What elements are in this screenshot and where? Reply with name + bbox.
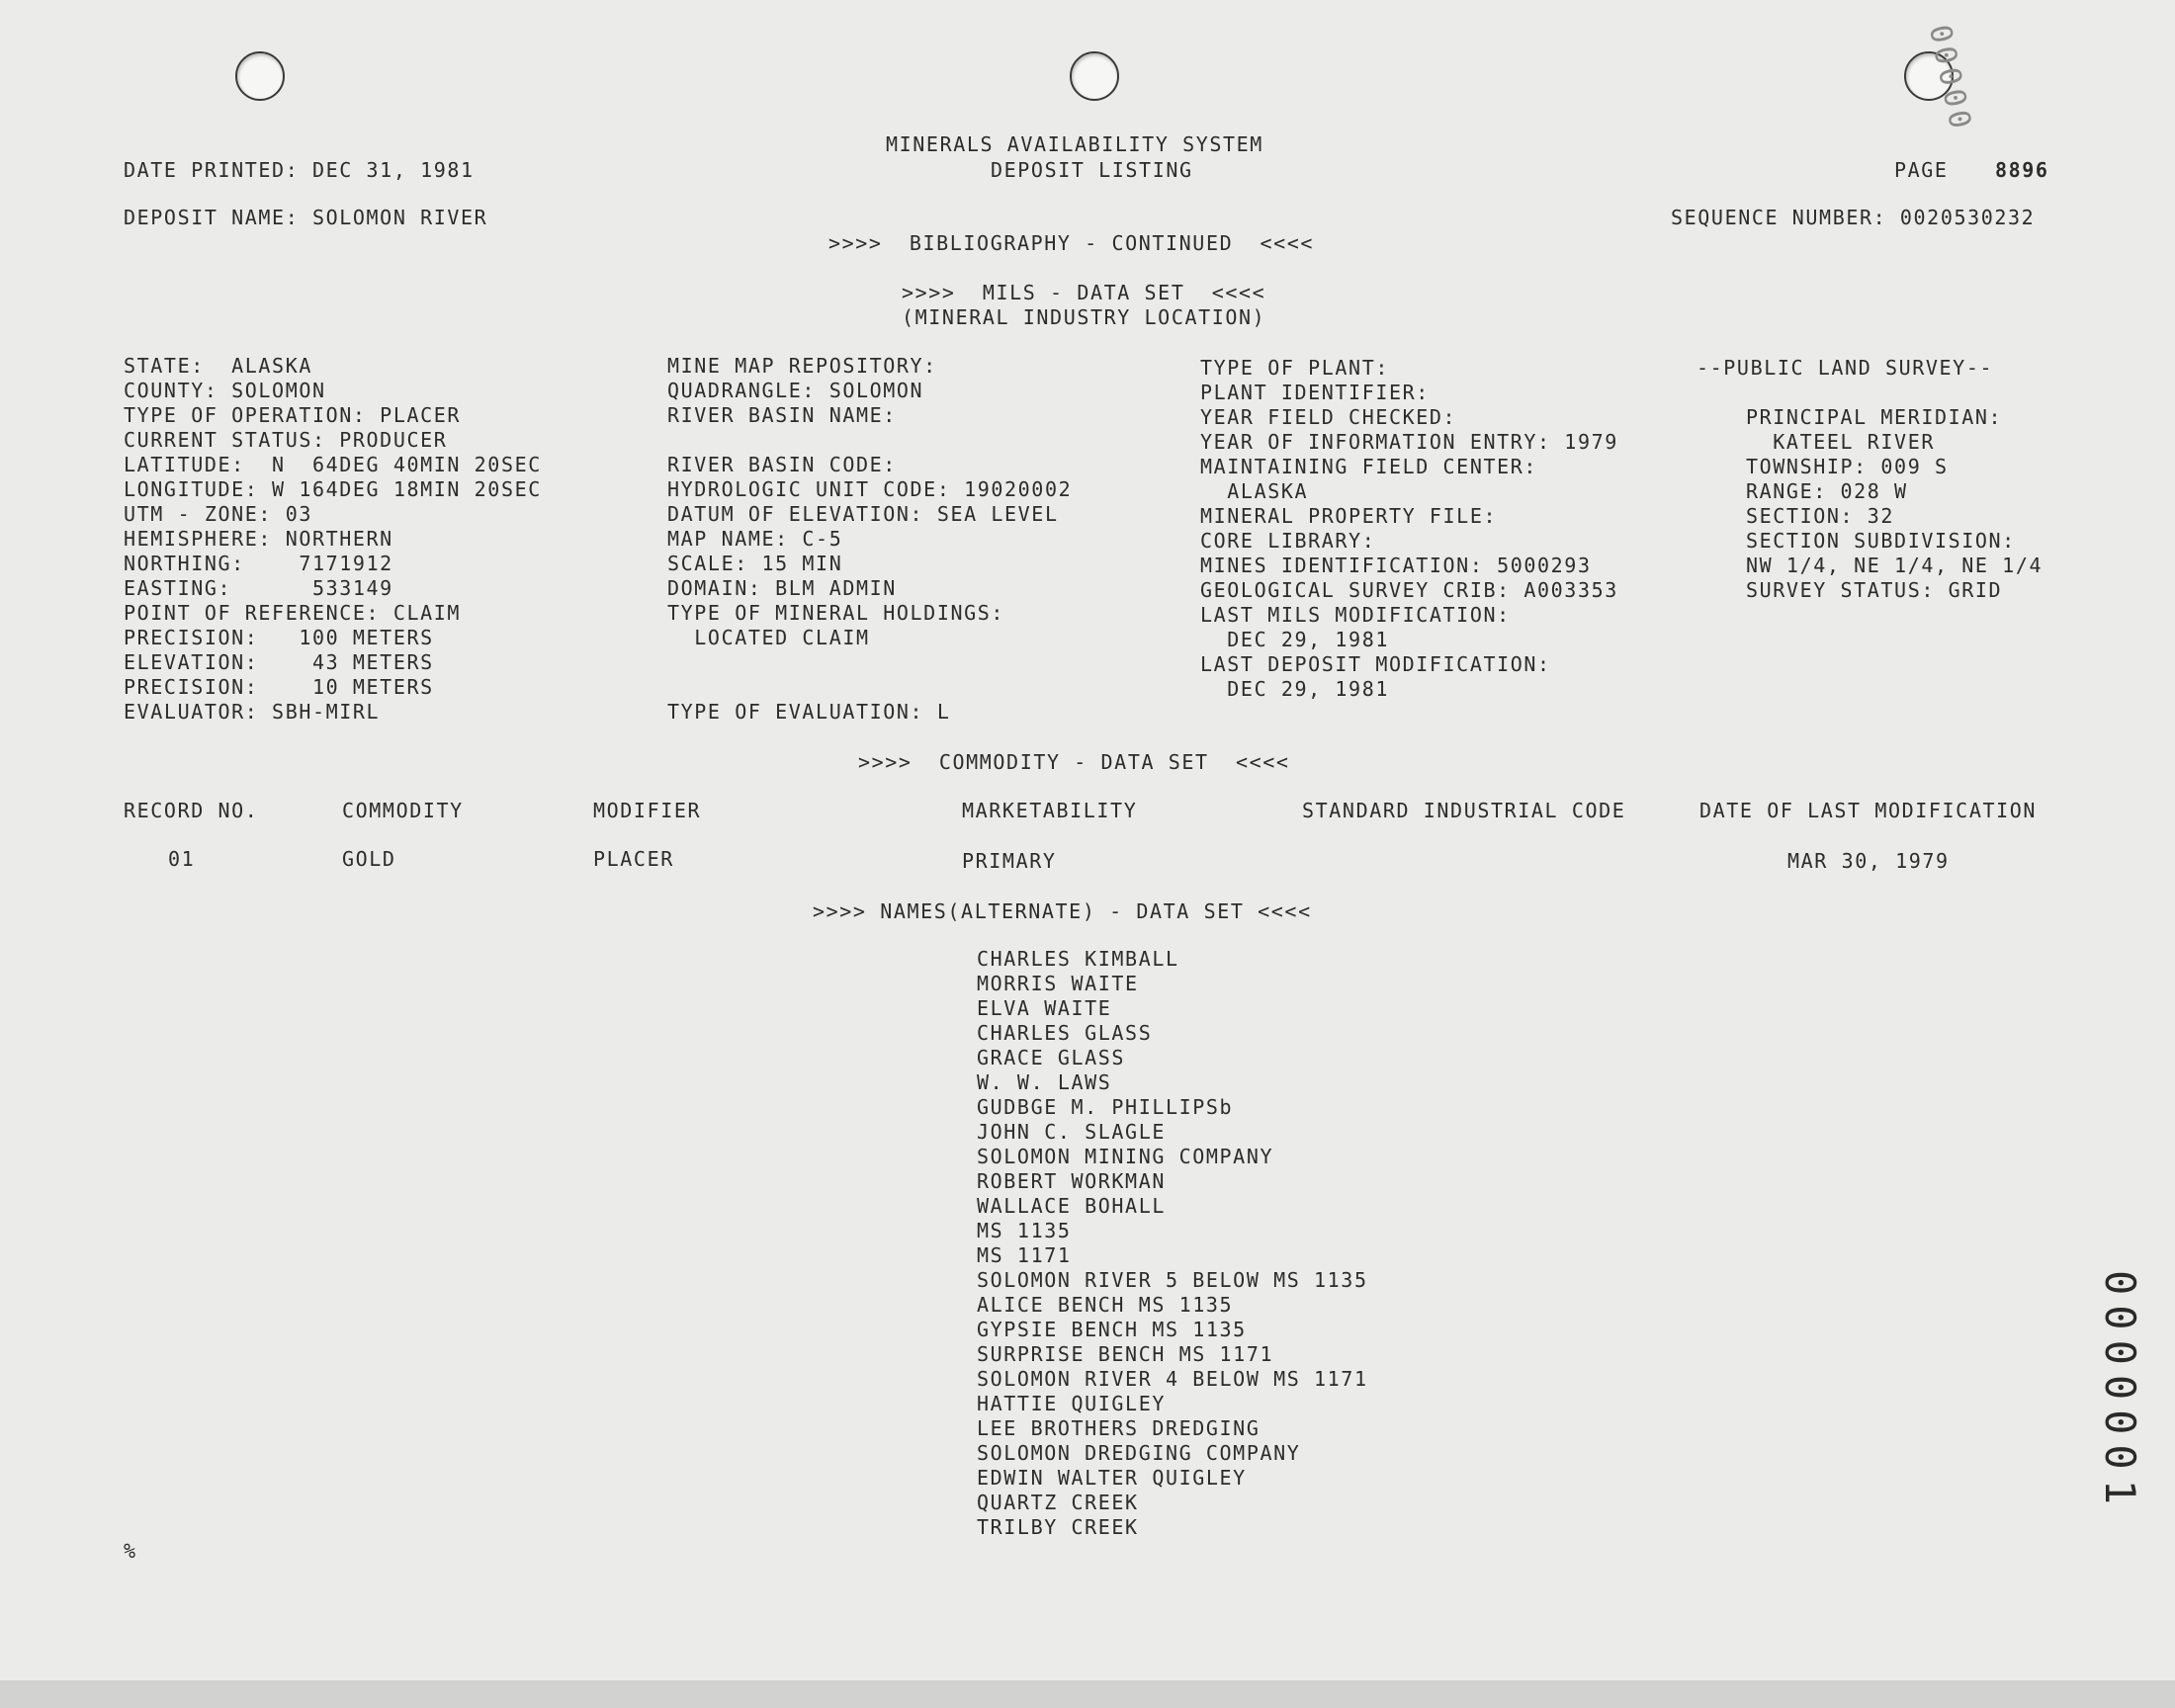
commodity-col-header: RECORD NO.: [124, 799, 259, 822]
list-item: ROBERT WORKMAN: [977, 1169, 1166, 1193]
footer-mark: %: [124, 1539, 137, 1563]
commodity-col-header: COMMODITY: [342, 799, 464, 822]
field-line: QUADRANGLE: SOLOMON: [667, 379, 924, 402]
list-item: SOLOMON MINING COMPANY: [977, 1145, 1274, 1168]
list-item: SOLOMON RIVER 4 BELOW MS 1171: [977, 1367, 1368, 1391]
field-line: STATE: ALASKA: [124, 354, 312, 378]
field-line: LONGITUDE: W 164DEG 18MIN 20SEC: [124, 477, 542, 501]
field-line: [1696, 381, 2043, 405]
names-heading: >>>> NAMES(ALTERNATE) - DATA SET <<<<: [813, 899, 1312, 923]
list-item: WALLACE BOHALL: [977, 1194, 1166, 1218]
commodity-cell: GOLD: [342, 847, 396, 871]
field-line: RIVER BASIN CODE:: [667, 453, 897, 476]
list-item: ELVA WAITE: [977, 996, 1112, 1020]
side-stamp-number: 0000001: [2096, 1270, 2144, 1515]
field-line: UTM - ZONE: 03: [124, 502, 312, 526]
field-line: YEAR FIELD CHECKED:: [1200, 405, 1457, 429]
field-line: ELEVATION: 43 METERS: [124, 650, 434, 674]
alternate-names-list: [977, 947, 1368, 1540]
top-stamp-number: 00000: [1921, 22, 1978, 136]
field-line: YEAR OF INFORMATION ENTRY: 1979: [1200, 430, 1618, 454]
field-line: [667, 650, 1072, 675]
field-line: EASTING: 533149: [124, 576, 393, 600]
field-line: EVALUATOR: SBH-MIRL: [124, 700, 381, 724]
field-line: TOWNSHIP: 009 S: [1746, 455, 1949, 478]
list-item: GYPSIE BENCH MS 1135: [977, 1318, 1247, 1341]
field-line: SCALE: 15 MIN: [667, 552, 843, 575]
field-line: HEMISPHERE: NORTHERN: [124, 527, 393, 551]
field-line: NORTHING: 7171912: [124, 552, 393, 575]
field-line: POINT OF REFERENCE: CLAIM: [124, 601, 462, 625]
field-line: NW 1/4, NE 1/4, NE 1/4: [1746, 554, 2044, 577]
commodity-col-header: MODIFIER: [593, 799, 702, 822]
field-line: PRECISION: 100 METERS: [124, 626, 434, 649]
field-line: SECTION SUBDIVISION:: [1746, 529, 2016, 553]
field-line: PRECISION: 10 METERS: [124, 675, 434, 699]
location-column-4: [1696, 356, 2043, 603]
deposit-name: DEPOSIT NAME: SOLOMON RIVER: [124, 206, 488, 229]
list-item: GRACE GLASS: [977, 1046, 1126, 1069]
punch-hole-left: [235, 51, 285, 101]
list-item: MS 1135: [977, 1219, 1072, 1242]
sequence-number: SEQUENCE NUMBER: 0020530232: [1671, 206, 2036, 229]
field-line: DEC 29, 1981: [1200, 628, 1389, 651]
field-line: MAINTAINING FIELD CENTER:: [1200, 455, 1538, 478]
list-item: MORRIS WAITE: [977, 972, 1139, 995]
list-item: EDWIN WALTER QUIGLEY: [977, 1466, 1247, 1490]
field-line: SURVEY STATUS: GRID: [1746, 578, 2003, 602]
field-line: DOMAIN: BLM ADMIN: [667, 576, 897, 600]
list-item: W. W. LAWS: [977, 1070, 1112, 1094]
listing-title: DEPOSIT LISTING: [991, 158, 1193, 182]
location-column-3: [1200, 356, 1618, 702]
list-item: ALICE BENCH MS 1135: [977, 1293, 1234, 1317]
field-line: TYPE OF MINERAL HOLDINGS:: [667, 601, 1005, 625]
field-line: LAST MILS MODIFICATION:: [1200, 603, 1511, 627]
system-title: MINERALS AVAILABILITY SYSTEM: [886, 132, 1263, 156]
list-item: JOHN C. SLAGLE: [977, 1120, 1166, 1144]
location-column-2: [667, 354, 1072, 725]
field-line: CORE LIBRARY:: [1200, 529, 1376, 553]
field-line: TYPE OF EVALUATION: L: [667, 700, 951, 724]
list-item: SOLOMON DREDGING COMPANY: [977, 1441, 1301, 1465]
punch-hole-center: [1070, 51, 1119, 101]
list-item: GUDBGE M. PHILLIPSb: [977, 1095, 1234, 1119]
field-line: TYPE OF PLANT:: [1200, 356, 1389, 380]
list-item: CHARLES GLASS: [977, 1021, 1153, 1045]
location-column-1: [124, 354, 542, 725]
page-label: PAGE: [1894, 158, 1949, 182]
commodity-cell: PLACER: [593, 847, 674, 871]
page-number: 8896: [1995, 158, 2049, 182]
field-line: --PUBLIC LAND SURVEY--: [1696, 356, 1994, 380]
field-line: MINES IDENTIFICATION: 5000293: [1200, 554, 1592, 577]
list-item: HATTIE QUIGLEY: [977, 1392, 1166, 1415]
field-line: COUNTY: SOLOMON: [124, 379, 326, 402]
field-line: KATEEL RIVER: [1746, 430, 1935, 454]
field-line: LATITUDE: N 64DEG 40MIN 20SEC: [124, 453, 542, 476]
field-line: LOCATED CLAIM: [667, 626, 870, 649]
bibliography-heading: >>>> BIBLIOGRAPHY - CONTINUED <<<<: [828, 231, 1315, 255]
commodity-col-header: DATE OF LAST MODIFICATION: [1699, 799, 2038, 822]
field-line: HYDROLOGIC UNIT CODE: 19020002: [667, 477, 1073, 501]
field-line: [667, 428, 1072, 453]
field-line: GEOLOGICAL SURVEY CRIB: A003353: [1200, 578, 1618, 602]
commodity-col-header: STANDARD INDUSTRIAL CODE: [1302, 799, 1626, 822]
commodity-col-header: MARKETABILITY: [962, 799, 1138, 822]
list-item: MS 1171: [977, 1243, 1072, 1267]
field-line: MINE MAP REPOSITORY:: [667, 354, 937, 378]
commodity-heading: >>>> COMMODITY - DATA SET <<<<: [858, 750, 1290, 774]
field-line: [667, 675, 1072, 700]
field-line: TYPE OF OPERATION: PLACER: [124, 403, 462, 427]
field-line: PRINCIPAL MERIDIAN:: [1746, 405, 2003, 429]
list-item: QUARTZ CREEK: [977, 1491, 1139, 1514]
list-item: SOLOMON RIVER 5 BELOW MS 1135: [977, 1268, 1368, 1292]
mils-heading: >>>> MILS - DATA SET <<<<: [902, 281, 1266, 304]
field-line: LAST DEPOSIT MODIFICATION:: [1200, 652, 1551, 676]
list-item: LEE BROTHERS DREDGING: [977, 1416, 1261, 1440]
commodity-cell: MAR 30, 1979: [1787, 849, 1950, 873]
field-line: SECTION: 32: [1746, 504, 1895, 528]
commodity-cell: 01: [168, 847, 196, 871]
field-line: CURRENT STATUS: PRODUCER: [124, 428, 448, 452]
field-line: DATUM OF ELEVATION: SEA LEVEL: [667, 502, 1059, 526]
page-bottom-edge: [0, 1680, 2175, 1708]
field-line: MINERAL PROPERTY FILE:: [1200, 504, 1498, 528]
mils-subtitle: (MINERAL INDUSTRY LOCATION): [902, 305, 1266, 329]
field-line: RIVER BASIN NAME:: [667, 403, 897, 427]
field-line: ALASKA: [1200, 479, 1309, 503]
field-line: MAP NAME: C-5: [667, 527, 843, 551]
field-line: DEC 29, 1981: [1200, 677, 1389, 701]
list-item: TRILBY CREEK: [977, 1515, 1139, 1539]
field-line: RANGE: 028 W: [1746, 479, 1908, 503]
list-item: CHARLES KIMBALL: [977, 947, 1179, 971]
date-printed: DATE PRINTED: DEC 31, 1981: [124, 158, 475, 182]
list-item: SURPRISE BENCH MS 1171: [977, 1342, 1274, 1366]
field-line: PLANT IDENTIFIER:: [1200, 381, 1430, 404]
commodity-cell: PRIMARY: [962, 849, 1057, 873]
